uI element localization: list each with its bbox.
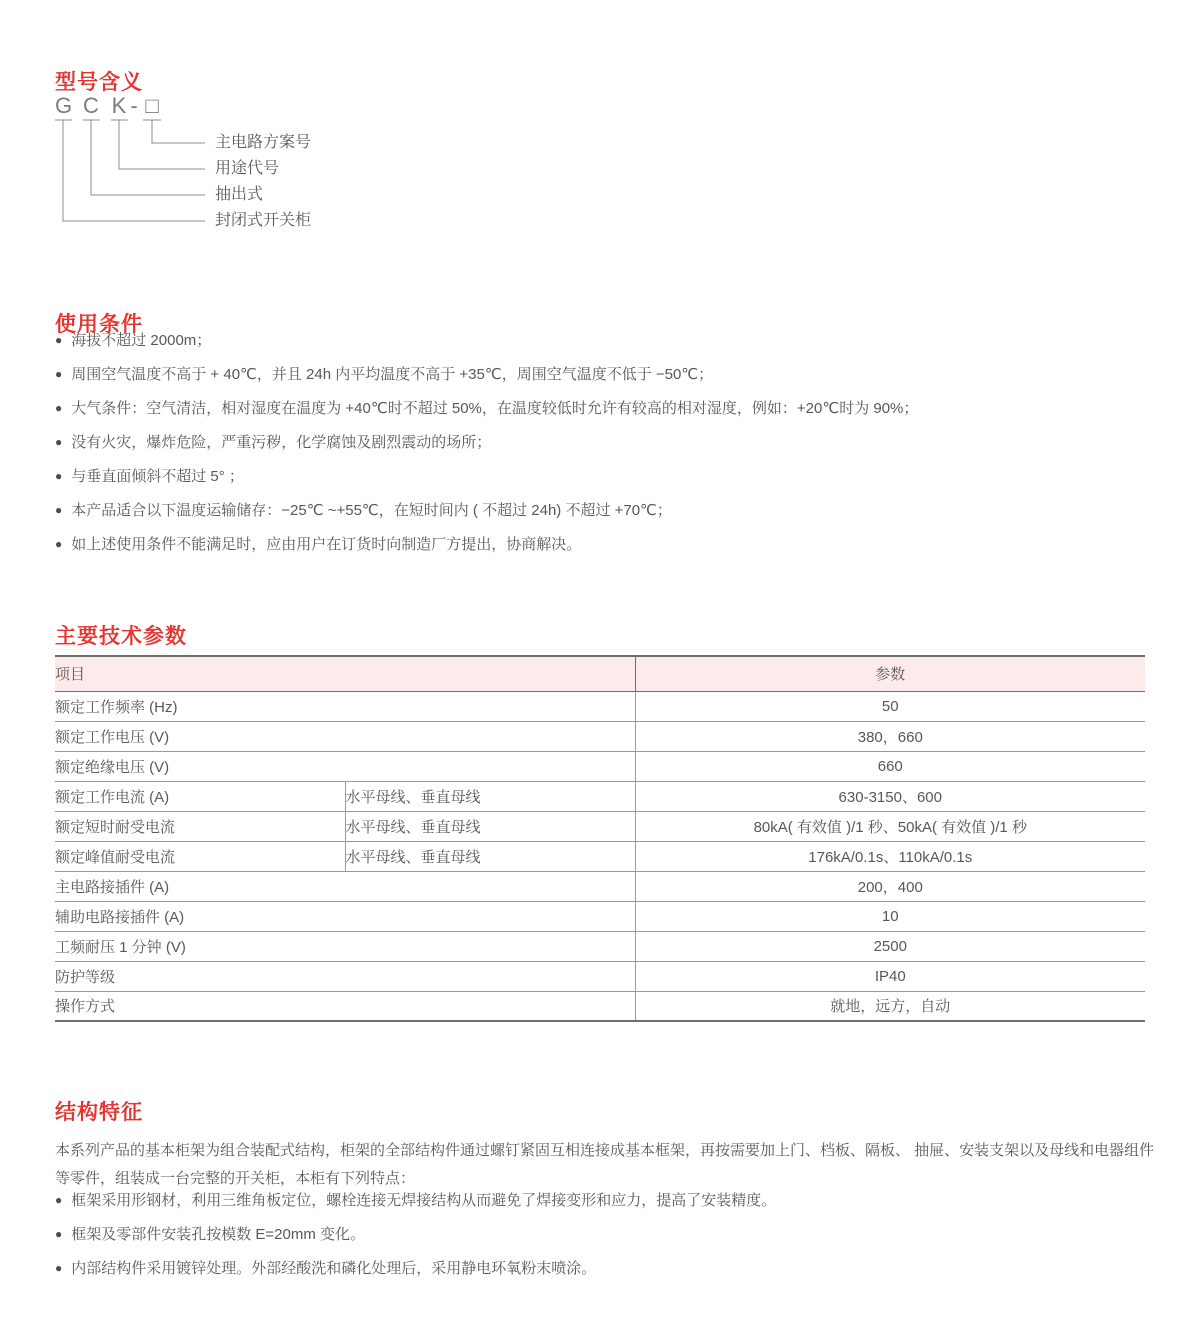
table-row [55, 961, 1145, 991]
structural-features-list [55, 1191, 1160, 1293]
bullet-icon: ● [55, 503, 63, 517]
cell-value: 10 [635, 901, 1145, 931]
cell-item: 主电路接插件 (A) [55, 871, 635, 901]
cell-item: 辅助电路接插件 (A) [55, 901, 635, 931]
model-char-c: C [83, 93, 99, 118]
bullet-icon: ● [55, 1227, 63, 1241]
bullet-icon: ● [55, 537, 63, 551]
condition-text: 没有火灾，爆炸危险，严重污秽，化学腐蚀及剧烈震动的场所； [71, 434, 492, 451]
bullet-icon: ● [55, 401, 63, 415]
table-row [55, 841, 1145, 871]
condition-text: 海拔不超过 2000m； [71, 332, 212, 349]
feature-text: 内部结构件采用镀锌处理。外部经酸洗和磷化处理后，采用静电环氧粉末喷涂。 [71, 1260, 597, 1277]
list-item [55, 467, 1160, 486]
list-item [55, 365, 1160, 384]
model-label-enclosed-switchgear: 封闭式开关柜 [215, 212, 312, 229]
condition-text: 周围空气温度不高于 + 40℃，并且 24h 内平均温度不高于 +35℃，周围空气温度不低于 −50℃； [71, 366, 714, 383]
cell-value: 50 [635, 691, 1145, 721]
model-char-k: K [111, 93, 127, 118]
model-char-dash: - [130, 93, 138, 118]
cell-subitem: 水平母线、垂直母线 [345, 811, 635, 841]
cell-item: 防护等级 [55, 961, 635, 991]
model-label-main-circuit-scheme: 主电路方案号 [215, 134, 312, 151]
list-item [55, 1259, 1160, 1278]
section-title-technical-parameters: 主要技术参数 [55, 625, 187, 649]
condition-text: 本产品适合以下温度运输储存：−25℃ ~+55℃，在短时间内 ( 不超过 24h) 不超过 +70℃； [71, 502, 672, 519]
bullet-icon: ● [55, 1193, 63, 1207]
bullet-icon: ● [55, 333, 63, 347]
bullet-icon: ● [55, 435, 63, 449]
column-header-parameter: 参数 [635, 656, 1145, 691]
cell-value: 630-3150、600 [635, 781, 1145, 811]
cell-item: 额定短时耐受电流 [55, 811, 345, 841]
table-row [55, 871, 1145, 901]
list-item [55, 433, 1160, 452]
table-row [55, 781, 1145, 811]
cell-subitem: 水平母线、垂直母线 [345, 841, 635, 871]
cell-value: 380，660 [635, 721, 1145, 751]
cell-item: 工频耐压 1 分钟 (V) [55, 931, 635, 961]
cell-item: 额定工作电流 (A) [55, 781, 345, 811]
cell-value: IP40 [635, 961, 1145, 991]
cell-value: 200，400 [635, 871, 1145, 901]
model-char-g: G [55, 93, 73, 118]
table-row [55, 721, 1145, 751]
bullet-icon: ● [55, 1261, 63, 1275]
list-item [55, 1225, 1160, 1244]
model-label-usage-code: 用途代号 [215, 160, 280, 177]
cell-value: 就地，远方，自动 [635, 991, 1145, 1021]
table-row [55, 931, 1145, 961]
table-row [55, 901, 1145, 931]
condition-text: 如上述使用条件不能满足时，应由用户在订货时向制造厂方提出，协商解决。 [71, 536, 582, 553]
model-code-diagram [55, 93, 575, 243]
list-item [55, 399, 1160, 418]
cell-value: 660 [635, 751, 1145, 781]
cell-item: 额定工作电压 (V) [55, 721, 635, 751]
list-item [55, 535, 1160, 554]
section-title-model-meaning: 型号含义 [55, 71, 143, 95]
cell-value: 80kA( 有效值 )/1 秒、50kA( 有效值 )/1 秒 [635, 811, 1145, 841]
cell-item: 操作方式 [55, 991, 635, 1021]
model-label-drawout-type: 抽出式 [215, 186, 264, 203]
cell-item: 额定工作频率 (Hz) [55, 691, 635, 721]
cell-subitem: 水平母线、垂直母线 [345, 781, 635, 811]
list-item [55, 1191, 1160, 1210]
bullet-icon: ● [55, 367, 63, 381]
cell-item: 额定绝缘电压 (V) [55, 751, 635, 781]
section-title-structural-features: 结构特征 [55, 1101, 143, 1125]
feature-text: 框架及零部件安装孔按模数 E=20mm 变化。 [71, 1226, 366, 1243]
column-header-item: 项目 [55, 656, 635, 691]
cell-item: 额定峰值耐受电流 [55, 841, 345, 871]
list-item [55, 501, 1160, 520]
feature-text: 框架采用形钢材，利用三维角板定位，螺栓连接无焊接结构从而避免了焊接变形和应力，提高了安装精度。 [71, 1192, 777, 1209]
section-title-usage-conditions: 使用条件 [55, 313, 143, 337]
parameters-table [55, 655, 1145, 1022]
usage-conditions-list [55, 331, 1160, 569]
cell-value: 2500 [635, 931, 1145, 961]
condition-text: 大气条件：空气清洁，相对湿度在温度为 +40℃时不超过 50%，在温度较低时允许有较高的相对湿度，例如：+20℃时为 90%； [71, 400, 919, 417]
table-row [55, 751, 1145, 781]
table-header-row [55, 656, 1145, 691]
cell-value: 176kA/0.1s、110kA/0.1s [635, 841, 1145, 871]
table-row [55, 811, 1145, 841]
model-char-box: □ [145, 93, 159, 118]
structural-features-intro: 本系列产品的基本柜架为组合装配式结构，柜架的全部结构件通过螺钉紧固互相连接成基本框架，再按需要加上门、档板、隔板、 抽屉、安装支架以及母线和电器组件等零件，组装成一台完整的开关柜，本柜有下列特点： [55, 1142, 1155, 1187]
bullet-icon: ● [55, 469, 63, 483]
list-item [55, 331, 1160, 350]
condition-text: 与垂直面倾斜不超过 5° ； [71, 468, 244, 485]
table-row [55, 691, 1145, 721]
table-row [55, 991, 1145, 1021]
